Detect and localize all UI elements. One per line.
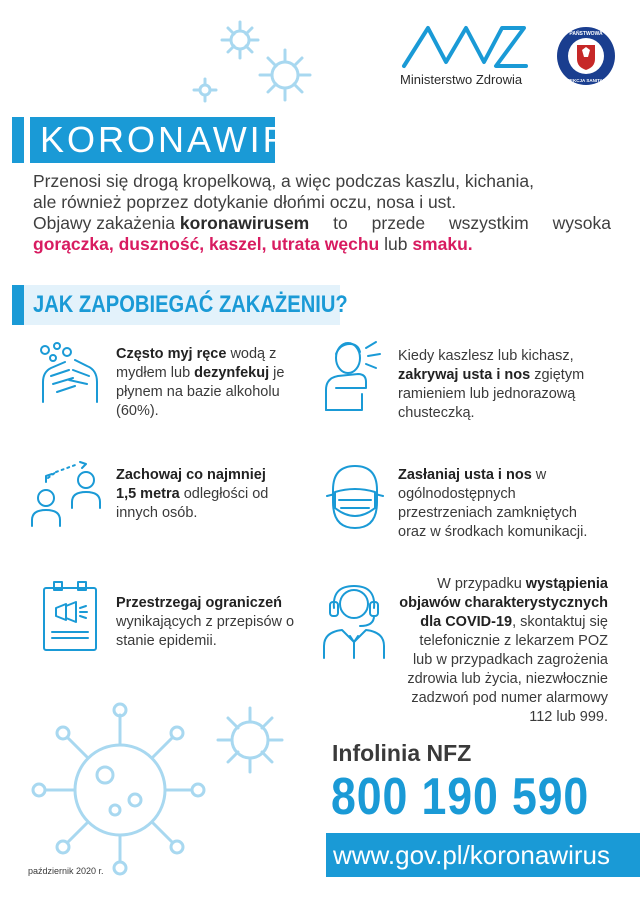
tip-cover-cough — [398, 347, 606, 423]
intro-line-1: Przenosi się drogą kropelkową, a więc podczas kaszlu, kichania, — [33, 171, 534, 191]
hotline-operator-icon — [318, 580, 390, 660]
svg-text:INSPEKCJA SANITARNA: INSPEKCJA SANITARNA — [559, 78, 613, 83]
tip-wear-mask — [398, 466, 604, 542]
intro-or: lub — [379, 234, 413, 254]
tip-wash-bold-2: dezynfekuj — [194, 365, 270, 381]
cough-elbow-icon — [322, 338, 384, 413]
intro-line-3a: Objawy zakażenia — [33, 213, 180, 233]
svg-text:PAŃSTWOWA: PAŃSTWOWA — [569, 31, 603, 37]
footer-date: październik 2020 r. — [28, 866, 104, 876]
sanitary-inspection-seal-icon — [555, 25, 617, 87]
symptom-taste: smaku. — [412, 234, 473, 254]
intro-line-4 — [33, 234, 611, 255]
title-accent-bar — [12, 117, 24, 163]
intro-line-3c: to przede wszystkim wysoka — [309, 213, 611, 233]
section-title: JAK ZAPOBIEGAĆ ZAKAŻENIU? — [33, 291, 348, 318]
virus-decoration-top — [180, 10, 330, 120]
tip-distance-bold: Zachowaj co najmniej 1,5 metra — [116, 467, 266, 502]
virus-decoration-bottom — [20, 690, 310, 880]
intro-text — [33, 171, 611, 255]
ministry-logo-icon — [400, 22, 530, 70]
intro-line-3 — [33, 213, 611, 234]
tip-mask-text: w ogólnodostępnych przestrzeniach zamkniętych oraz w środkach komunikacji. — [398, 467, 588, 540]
tip-symptoms-bold: wystąpienia objawów charakterystycznych dla COVID-19 — [399, 576, 608, 630]
tip-rules-bold: Przestrzegaj ograniczeń — [116, 595, 282, 611]
tip-wash-text-1: wodą z mydłem lub — [116, 346, 277, 381]
gov-url-link[interactable]: www.gov.pl/koronawirus — [333, 840, 610, 870]
hotline-number[interactable]: 800 190 590 — [331, 768, 590, 826]
face-mask-icon — [325, 462, 385, 532]
tip-symptoms-text-2: , skontaktuj się telefonicznie z lekarzem POZ lub w przypadkach zagrożenia zdrowia lub życia, niezwłocznie zadzwoń pod numer alarmowy 112 lub 999. — [407, 614, 608, 725]
tip-distance-text: odległości od innych osób. — [116, 486, 269, 521]
tip-cough-text-1: Kiedy kaszlesz lub kichasz, — [398, 348, 574, 364]
tip-follow-rules — [116, 594, 301, 651]
intro-line-2: ale również poprzez dotykanie dłońmi oczu, nosa i ust. — [33, 192, 457, 212]
ministry-name: Ministerstwo Zdrowia — [400, 72, 523, 87]
tip-keep-distance — [116, 466, 276, 523]
hand-washing-icon — [35, 340, 105, 410]
regulations-board-icon — [40, 580, 100, 652]
tip-rules-text: wynikających z przepisów o stanie epidemii. — [116, 614, 295, 649]
tip-wash-bold-1: Często myj ręce — [116, 346, 227, 362]
tip-wash-hands — [116, 345, 296, 421]
hotline-label: Infolinia NFZ — [332, 740, 472, 766]
symptoms-highlight: gorączka, duszność, kaszel, utrata węchu — [33, 234, 380, 254]
tip-symptoms-text-1: W przypadku — [437, 576, 526, 592]
tip-cough-bold: zakrywaj usta i nos — [398, 367, 531, 383]
social-distance-icon — [30, 458, 105, 528]
tip-mask-bold: Zasłaniaj usta i nos — [398, 467, 532, 483]
intro-keyword: koronawirusem — [179, 213, 310, 233]
page-title: KORONAWIRUS — [40, 119, 348, 160]
section-accent-bar — [12, 285, 24, 325]
tip-cough-text-2: zgiętym ramieniem lub jednorazową chusteczką. — [398, 367, 585, 421]
tip-covid-symptoms — [398, 575, 608, 727]
tip-wash-text-2: je płynem na bazie alkoholu (60%). — [116, 365, 285, 419]
